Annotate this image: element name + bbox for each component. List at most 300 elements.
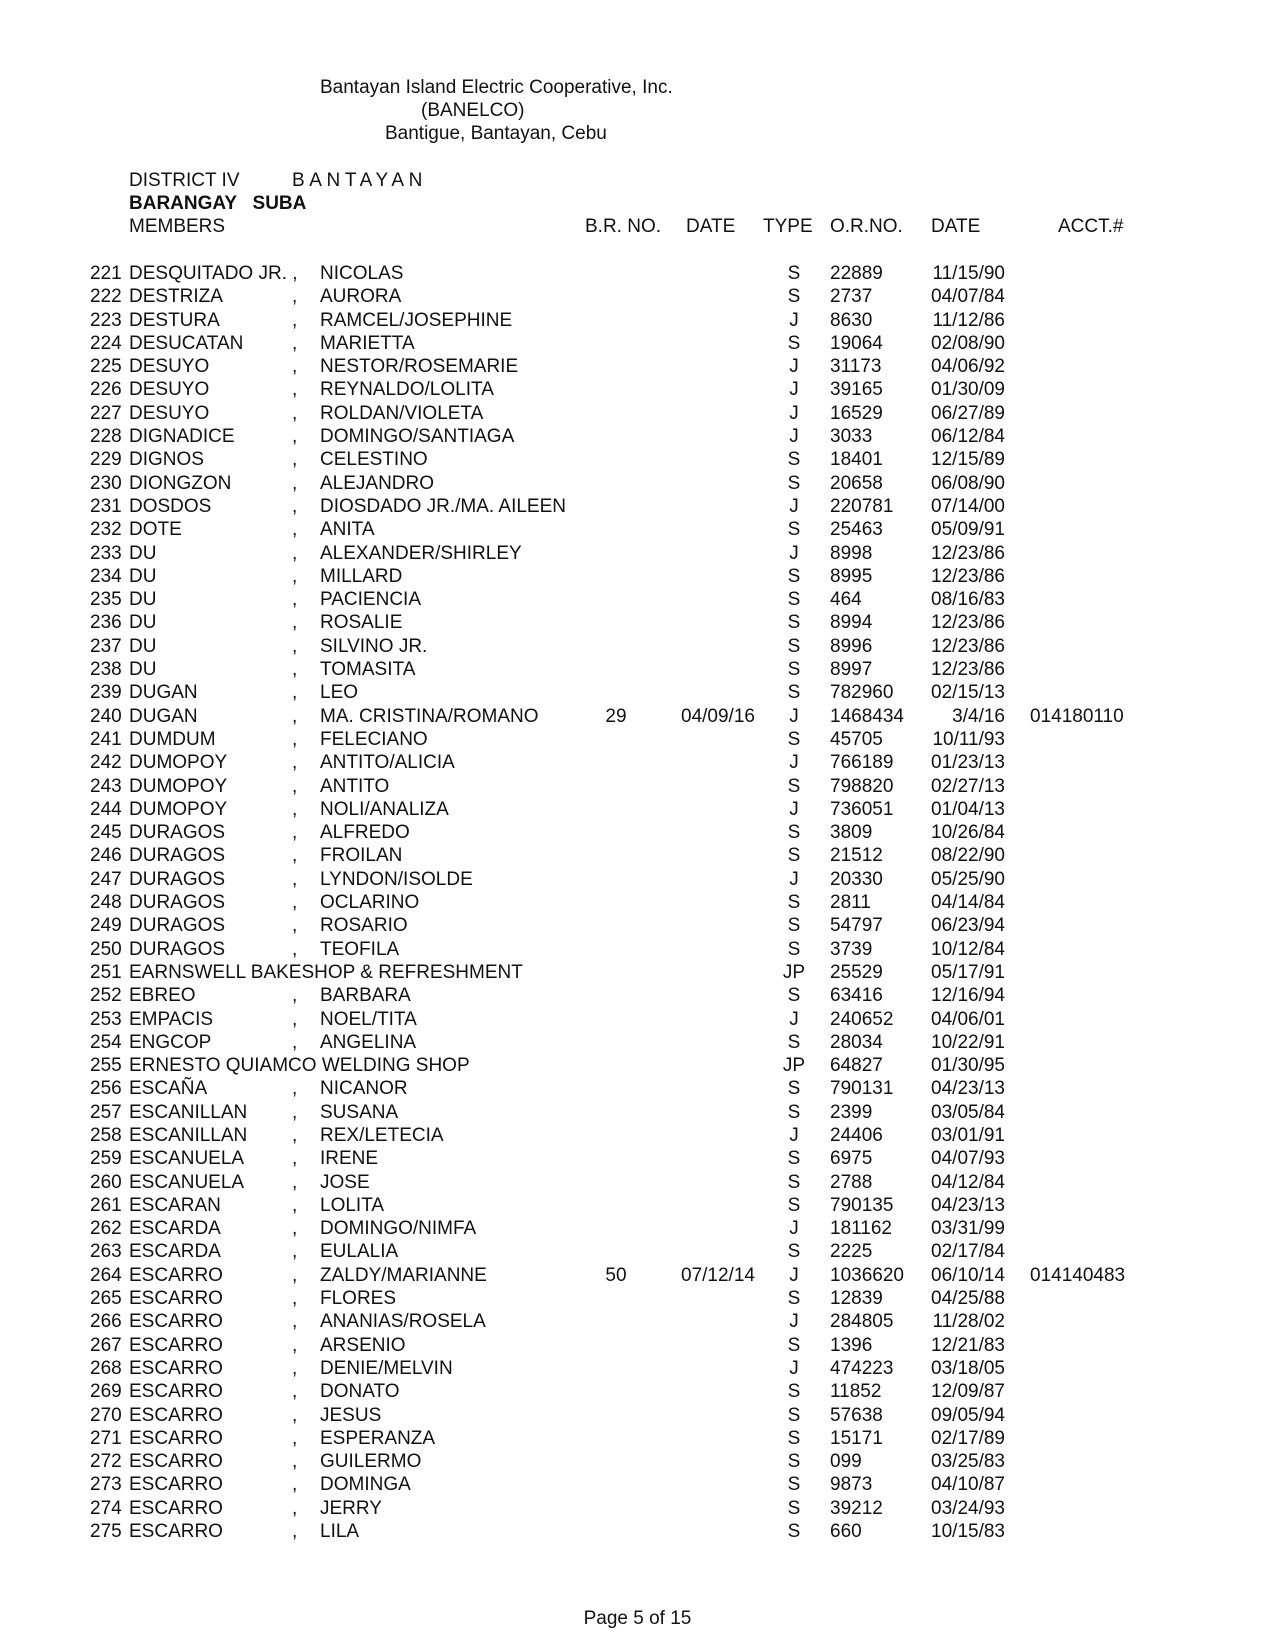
or-date: 01/04/13 <box>931 798 1005 820</box>
member-surname: DURAGOS <box>129 822 226 844</box>
name-separator: , <box>292 985 298 1007</box>
membership-type: S <box>787 1474 801 1496</box>
member-given-name: MILLARD <box>320 565 403 587</box>
member-surname: DESUYO <box>129 402 210 424</box>
or-number: 798820 <box>830 775 894 797</box>
row-number: 271 <box>90 1427 122 1449</box>
table-row <box>0 868 1275 891</box>
or-number: 474223 <box>830 1357 894 1379</box>
or-number: 1036620 <box>830 1264 904 1286</box>
account-number: 014140483 <box>1030 1264 1126 1286</box>
row-number: 242 <box>90 752 122 774</box>
br-number: 50 <box>605 1264 627 1286</box>
barangay-label: BARANGAY SUBA <box>129 193 307 214</box>
or-date: 03/25/83 <box>931 1451 1005 1473</box>
name-separator: , <box>292 845 298 867</box>
member-surname: ESCARAN <box>129 1194 221 1216</box>
membership-type: S <box>787 1031 801 1053</box>
member-given-name: FLORES <box>320 1288 397 1310</box>
row-number: 269 <box>90 1381 122 1403</box>
membership-type: S <box>787 1101 801 1123</box>
table-row <box>0 518 1275 541</box>
member-surname: DESUYO <box>129 356 210 378</box>
name-separator: , <box>292 1357 298 1379</box>
table-row <box>0 1054 1275 1077</box>
or-date: 12/21/83 <box>931 1334 1005 1356</box>
table-row <box>0 1380 1275 1403</box>
name-separator: , <box>292 798 298 820</box>
column-header-acct: ACCT.# <box>1058 216 1124 237</box>
row-number: 223 <box>90 309 122 331</box>
or-date: 11/15/90 <box>932 263 1005 284</box>
or-date: 10/12/84 <box>931 938 1005 960</box>
table-row <box>0 1217 1275 1240</box>
member-surname: DURAGOS <box>129 845 226 867</box>
or-date: 03/18/05 <box>931 1357 1005 1379</box>
name-separator: , <box>292 728 298 750</box>
row-number: 262 <box>90 1218 122 1240</box>
name-separator: , <box>292 1497 298 1519</box>
or-date: 01/30/09 <box>931 379 1005 401</box>
table-row <box>0 1287 1275 1310</box>
row-number: 261 <box>90 1194 122 1216</box>
or-date: 01/30/95 <box>931 1055 1005 1077</box>
table-row <box>0 402 1275 425</box>
or-number: 11852 <box>830 1381 882 1403</box>
or-number: 2788 <box>830 1171 873 1193</box>
row-number: 263 <box>90 1241 122 1263</box>
membership-type: JP <box>782 961 806 983</box>
member-given-name: JOSE <box>320 1171 370 1193</box>
membership-type: S <box>787 519 801 541</box>
table-row <box>0 1077 1275 1100</box>
or-number: 464 <box>830 589 862 611</box>
membership-type: S <box>787 263 801 284</box>
or-date: 12/23/86 <box>931 565 1005 587</box>
row-number: 273 <box>90 1474 122 1496</box>
member-surname: DUGAN <box>129 705 198 727</box>
row-number: 233 <box>90 542 122 564</box>
table-row <box>0 961 1275 984</box>
member-given-name: NICANOR <box>320 1078 408 1100</box>
or-date: 04/10/87 <box>931 1474 1005 1496</box>
membership-type: S <box>787 938 801 960</box>
membership-type: S <box>787 682 801 704</box>
row-number: 275 <box>90 1521 122 1543</box>
membership-type: S <box>787 1288 801 1310</box>
row-number: 268 <box>90 1357 122 1379</box>
member-surname: DUMOPOY <box>129 752 228 774</box>
or-date: 12/23/86 <box>931 612 1005 634</box>
table-row <box>0 1147 1275 1170</box>
member-surname: ESCANILLAN <box>129 1101 248 1123</box>
member-surname: ESCARRO <box>129 1288 223 1310</box>
table-row <box>0 309 1275 332</box>
or-number: 766189 <box>830 752 894 774</box>
or-date: 06/10/14 <box>931 1264 1005 1286</box>
membership-type: S <box>787 659 801 681</box>
name-separator: , <box>292 1194 298 1216</box>
table-row <box>0 1497 1275 1520</box>
member-surname: DURAGOS <box>129 868 226 890</box>
membership-type: S <box>787 1194 801 1216</box>
row-number: 272 <box>90 1451 122 1473</box>
membership-type: S <box>787 286 801 308</box>
or-date: 03/01/91 <box>931 1124 1005 1146</box>
member-surname: ESCARDA <box>129 1241 221 1263</box>
row-number: 270 <box>90 1404 122 1426</box>
member-given-name: DOMINGO/NIMFA <box>320 1218 477 1240</box>
or-number: 8997 <box>830 659 873 681</box>
or-number: 3809 <box>830 822 873 844</box>
membership-type: S <box>787 1451 801 1473</box>
member-surname: ENGCOP <box>129 1031 212 1053</box>
name-separator: , <box>292 1078 298 1100</box>
table-row <box>0 565 1275 588</box>
membership-type: J <box>789 495 799 517</box>
member-given-name: JERRY <box>320 1497 382 1519</box>
member-given-name: NICOLAS <box>320 263 404 284</box>
table-row <box>0 938 1275 961</box>
name-separator: , <box>292 1427 298 1449</box>
table-row <box>0 635 1275 658</box>
row-number: 238 <box>90 659 122 681</box>
member-surname: ESCANUELA <box>129 1171 245 1193</box>
name-separator: , <box>292 1241 298 1263</box>
membership-type: S <box>787 985 801 1007</box>
membership-type: S <box>787 589 801 611</box>
membership-type: J <box>789 1264 799 1286</box>
member-given-name: LYNDON/ISOLDE <box>320 868 473 890</box>
row-number: 266 <box>90 1311 122 1333</box>
row-number: 222 <box>90 286 122 308</box>
row-number: 257 <box>90 1101 122 1123</box>
member-given-name: REX/LETECIA <box>320 1124 444 1146</box>
member-surname: DU <box>129 635 157 657</box>
or-date: 03/05/84 <box>931 1101 1005 1123</box>
table-row <box>0 588 1275 611</box>
name-separator: , <box>292 1381 298 1403</box>
name-separator: , <box>292 449 298 471</box>
or-date: 02/27/13 <box>931 775 1005 797</box>
member-surname: ESCARRO <box>129 1381 223 1403</box>
table-row <box>0 1171 1275 1194</box>
membership-type: JP <box>782 1055 806 1077</box>
or-number: 2225 <box>830 1241 873 1263</box>
or-date: 04/23/13 <box>931 1078 1005 1100</box>
or-number: 3739 <box>830 938 873 960</box>
table-row <box>0 262 1275 285</box>
row-number: 235 <box>90 589 122 611</box>
member-given-name: ALEJANDRO <box>320 472 435 494</box>
membership-type: J <box>789 426 799 448</box>
table-row <box>0 1264 1275 1287</box>
or-date: 06/27/89 <box>931 402 1005 424</box>
row-number: 230 <box>90 472 122 494</box>
row-number: 249 <box>90 915 122 937</box>
or-date: 3/4/16 <box>952 705 1005 727</box>
or-date: 02/15/13 <box>931 682 1005 704</box>
membership-type: S <box>787 1241 801 1263</box>
table-row <box>0 332 1275 355</box>
or-number: 21512 <box>830 845 883 867</box>
member-given-name: NOEL/TITA <box>320 1008 417 1030</box>
or-number: 12839 <box>830 1288 883 1310</box>
membership-type: J <box>789 1218 799 1240</box>
member-given-name: LEO <box>320 682 359 704</box>
member-surname: ESCARRO <box>129 1521 223 1543</box>
name-separator: , <box>292 659 298 681</box>
member-given-name: BARBARA <box>320 985 411 1007</box>
column-header-type: TYPE <box>763 216 813 237</box>
town-label: BANTAYAN <box>292 170 427 191</box>
or-date: 12/23/86 <box>931 635 1005 657</box>
table-row <box>0 1427 1275 1450</box>
name-separator: , <box>292 1171 298 1193</box>
membership-type: J <box>789 868 799 890</box>
name-separator: , <box>292 565 298 587</box>
name-separator: , <box>292 1288 298 1310</box>
or-date: 07/14/00 <box>931 495 1005 517</box>
row-number: 255 <box>90 1055 122 1077</box>
member-surname: ESCARRO <box>129 1404 223 1426</box>
name-separator: , <box>292 472 298 494</box>
row-number: 228 <box>90 426 122 448</box>
table-row <box>0 1124 1275 1147</box>
or-number: 8998 <box>830 542 873 564</box>
column-header-or-no: O.R.NO. <box>830 216 903 237</box>
member-given-name: AURORA <box>320 286 402 308</box>
member-given-name: IRENE <box>320 1148 379 1170</box>
name-separator: , <box>292 1008 298 1030</box>
row-number: 253 <box>90 1008 122 1030</box>
name-separator: , <box>292 635 298 657</box>
membership-type: J <box>789 542 799 564</box>
member-surname: DESQUITADO JR. , <box>129 263 298 284</box>
membership-type: S <box>787 728 801 750</box>
or-number: 63416 <box>830 985 883 1007</box>
br-date: 04/09/16 <box>681 705 755 727</box>
or-number: 31173 <box>830 356 882 378</box>
row-number: 274 <box>90 1497 122 1519</box>
table-row <box>0 1404 1275 1427</box>
member-given-name: SUSANA <box>320 1101 399 1123</box>
name-separator: , <box>292 1264 298 1286</box>
or-date: 09/05/94 <box>931 1404 1005 1426</box>
table-row <box>0 1450 1275 1473</box>
row-number: 244 <box>90 798 122 820</box>
row-number: 239 <box>90 682 122 704</box>
or-number: 45705 <box>830 728 883 750</box>
member-given-name: ARSENIO <box>320 1334 406 1356</box>
member-surname: DESUYO <box>129 379 210 401</box>
or-date: 04/07/93 <box>931 1148 1005 1170</box>
row-number: 265 <box>90 1288 122 1310</box>
name-separator: , <box>292 775 298 797</box>
row-number: 226 <box>90 379 122 401</box>
row-number: 252 <box>90 985 122 1007</box>
name-separator: , <box>292 612 298 634</box>
member-given-name: DOMINGA <box>320 1474 411 1496</box>
name-separator: , <box>292 915 298 937</box>
or-number: 8995 <box>830 565 873 587</box>
member-given-name: RAMCEL/JOSEPHINE <box>320 309 513 331</box>
table-row <box>0 355 1275 378</box>
or-number: 39165 <box>830 379 883 401</box>
member-surname: DUMOPOY <box>129 798 228 820</box>
member-surname: DIGNOS <box>129 449 204 471</box>
table-row <box>0 285 1275 308</box>
member-surname: EBREO <box>129 985 196 1007</box>
member-surname: ESCANUELA <box>129 1148 245 1170</box>
or-number: 2737 <box>830 286 873 308</box>
member-given-name: DIOSDADO JR./MA. AILEEN <box>320 495 566 517</box>
row-number: 229 <box>90 449 122 471</box>
row-number: 240 <box>90 705 122 727</box>
member-given-name: DENIE/MELVIN <box>320 1357 453 1379</box>
table-row <box>0 472 1275 495</box>
or-date: 08/22/90 <box>931 845 1005 867</box>
table-row <box>0 844 1275 867</box>
table-row <box>0 448 1275 471</box>
or-number: 57638 <box>830 1404 883 1426</box>
or-number: 2811 <box>830 892 871 914</box>
member-given-name: FELECIANO <box>320 728 428 750</box>
row-number: 227 <box>90 402 122 424</box>
table-row <box>0 798 1275 821</box>
name-separator: , <box>292 1451 298 1473</box>
row-number: 254 <box>90 1031 122 1053</box>
or-date: 04/23/13 <box>931 1194 1005 1216</box>
table-row <box>0 1357 1275 1380</box>
or-date: 12/23/86 <box>931 542 1005 564</box>
member-surname: DESTRIZA <box>129 286 223 308</box>
column-header-members: MEMBERS <box>129 216 226 237</box>
membership-type: S <box>787 1381 801 1403</box>
table-row <box>0 751 1275 774</box>
membership-type: S <box>787 845 801 867</box>
name-separator: , <box>292 822 298 844</box>
or-date: 11/28/02 <box>932 1311 1005 1333</box>
member-given-name: DONATO <box>320 1381 400 1403</box>
member-given-name: DOMINGO/SANTIAGA <box>320 426 515 448</box>
or-number: 8996 <box>830 635 873 657</box>
or-date: 03/24/93 <box>931 1497 1005 1519</box>
member-given-name: ANANIAS/ROSELA <box>320 1311 486 1333</box>
or-date: 01/23/13 <box>931 752 1005 774</box>
member-surname: ESCARRO <box>129 1497 223 1519</box>
row-number: 267 <box>90 1334 122 1356</box>
membership-type: S <box>787 1078 801 1100</box>
name-separator: , <box>292 752 298 774</box>
table-row <box>0 1473 1275 1496</box>
member-surname: ESCARDA <box>129 1218 221 1240</box>
membership-type: S <box>787 1427 801 1449</box>
row-number: 259 <box>90 1148 122 1170</box>
table-row <box>0 821 1275 844</box>
member-given-name: ROSALIE <box>320 612 403 634</box>
name-separator: , <box>292 426 298 448</box>
member-surname: ESCARRO <box>129 1311 223 1333</box>
or-number: 15171 <box>830 1427 883 1449</box>
member-surname: DU <box>129 565 157 587</box>
or-number: 220781 <box>830 495 894 517</box>
or-date: 10/26/84 <box>931 822 1005 844</box>
row-number: 248 <box>90 892 122 914</box>
member-given-name: ROSARIO <box>320 915 408 937</box>
member-given-name: FROILAN <box>320 845 403 867</box>
member-given-name: PACIENCIA <box>320 589 422 611</box>
or-date: 02/17/89 <box>931 1427 1005 1449</box>
name-separator: , <box>292 1031 298 1053</box>
table-row <box>0 891 1275 914</box>
name-separator: , <box>292 1148 298 1170</box>
membership-type: S <box>787 1148 801 1170</box>
account-number: 014180110 <box>1030 705 1124 727</box>
member-surname: DURAGOS <box>129 915 226 937</box>
name-separator: , <box>292 892 298 914</box>
membership-type: S <box>787 775 801 797</box>
name-separator: , <box>292 332 298 354</box>
or-number: 25529 <box>830 961 883 983</box>
table-row <box>0 705 1275 728</box>
member-surname: ESCANILLAN <box>129 1124 248 1146</box>
member-given-name: ANGELINA <box>320 1031 417 1053</box>
or-number: 20330 <box>830 868 883 890</box>
or-number: 782960 <box>830 682 894 704</box>
name-separator: , <box>292 519 298 541</box>
or-date: 10/22/91 <box>931 1031 1005 1053</box>
member-given-name: MARIETTA <box>320 332 415 354</box>
row-number: 247 <box>90 868 122 890</box>
row-number: 234 <box>90 565 122 587</box>
or-date: 12/23/86 <box>931 659 1005 681</box>
member-surname: DUMDUM <box>129 728 216 750</box>
membership-type: S <box>787 449 801 471</box>
or-number: 24406 <box>830 1124 883 1146</box>
membership-type: S <box>787 332 801 354</box>
member-business-name: ERNESTO QUIAMCO WELDING SHOP <box>129 1055 470 1077</box>
name-separator: , <box>292 379 298 401</box>
or-number: 20658 <box>830 472 883 494</box>
name-separator: , <box>292 1521 298 1543</box>
name-separator: , <box>292 868 298 890</box>
member-given-name: NOLI/ANALIZA <box>320 798 449 820</box>
row-number: 264 <box>90 1264 122 1286</box>
or-date: 03/31/99 <box>931 1218 1005 1240</box>
member-surname: DOSDOS <box>129 495 212 517</box>
row-number: 250 <box>90 938 122 960</box>
member-surname: ESCARRO <box>129 1474 223 1496</box>
membership-type: J <box>789 379 799 401</box>
membership-type: S <box>787 472 801 494</box>
table-row <box>0 1031 1275 1054</box>
row-number: 237 <box>90 635 122 657</box>
name-separator: , <box>292 286 298 308</box>
member-given-name: LILA <box>320 1521 360 1543</box>
table-row <box>0 495 1275 518</box>
or-number: 64827 <box>830 1055 883 1077</box>
or-number: 790131 <box>830 1078 894 1100</box>
page-number: Page 5 of 15 <box>583 1608 692 1629</box>
or-number: 54797 <box>830 915 883 937</box>
name-separator: , <box>292 705 298 727</box>
member-surname: ESCARRO <box>129 1451 223 1473</box>
or-number: 099 <box>830 1451 862 1473</box>
member-given-name: ALEXANDER/SHIRLEY <box>320 542 522 564</box>
membership-type: J <box>789 1311 799 1333</box>
or-number: 6975 <box>830 1148 873 1170</box>
